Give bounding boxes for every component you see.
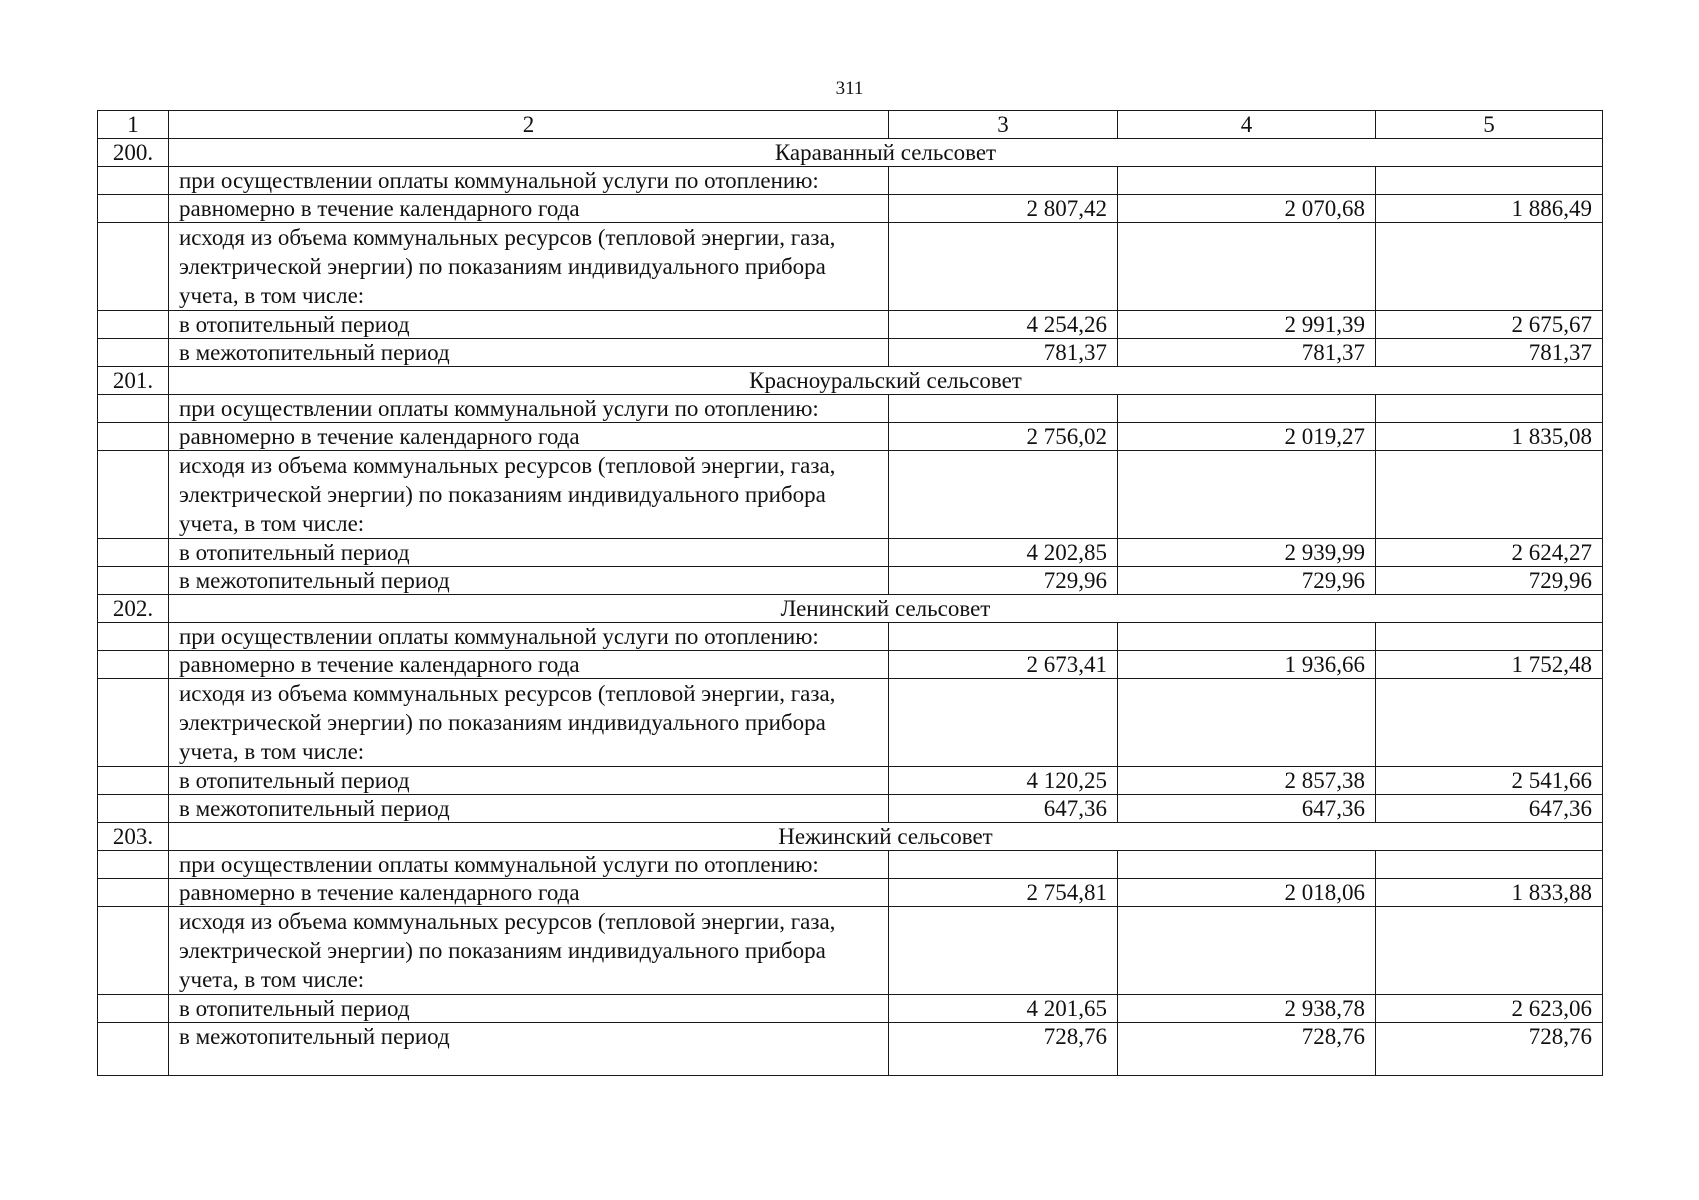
row-number-cell <box>98 395 169 423</box>
value-column-4: 2 991,39 <box>1118 311 1376 339</box>
value-column-5: 1 833,88 <box>1376 879 1603 907</box>
row-description: при осуществлении оплаты коммунальной услуги по отоплению: <box>169 395 889 423</box>
table-row <box>98 879 1603 907</box>
row-number-cell <box>98 195 169 223</box>
value-column-5: 2 675,67 <box>1376 311 1603 339</box>
value-column-3: 2 754,81 <box>889 879 1118 907</box>
value-column-4 <box>1118 395 1376 423</box>
value-column-3 <box>889 223 1118 311</box>
row-number-cell <box>98 223 169 311</box>
row-description: равномерно в течение календарного года <box>169 423 889 451</box>
table-row <box>98 395 1603 423</box>
value-column-4: 729,96 <box>1118 567 1376 595</box>
value-column-5 <box>1376 907 1603 995</box>
value-column-5: 2 541,66 <box>1376 767 1603 795</box>
value-column-5 <box>1376 851 1603 879</box>
value-column-4: 2 070,68 <box>1118 195 1376 223</box>
row-number-cell <box>98 623 169 651</box>
value-column-4: 781,37 <box>1118 339 1376 367</box>
section-name: Ленинский сельсовет <box>169 595 1603 623</box>
section-number: 202. <box>98 595 169 623</box>
value-column-5 <box>1376 167 1603 195</box>
row-number-cell <box>98 451 169 539</box>
row-number-cell <box>98 879 169 907</box>
row-number-cell <box>98 995 169 1023</box>
table-row <box>98 623 1603 651</box>
row-description: в межотопительный период <box>169 795 889 823</box>
table-row <box>98 851 1603 879</box>
value-column-4 <box>1118 451 1376 539</box>
section-header-row <box>98 367 1603 395</box>
value-column-5: 1 752,48 <box>1376 651 1603 679</box>
value-column-3: 4 202,85 <box>889 539 1118 567</box>
row-description: исходя из объема коммунальных ресурсов (тепловой энергии, газа, электрической энергии) по показаниям индивидуального прибора учета, в том числе: <box>169 451 889 539</box>
row-description: в отопительный период <box>169 995 889 1023</box>
table-row <box>98 539 1603 567</box>
column-number-4: 4 <box>1118 111 1376 139</box>
column-number-3: 3 <box>889 111 1118 139</box>
value-column-4 <box>1118 679 1376 767</box>
row-number-cell <box>98 539 169 567</box>
value-column-4: 728,76 <box>1118 1023 1376 1076</box>
section-number: 203. <box>98 823 169 851</box>
value-column-4 <box>1118 167 1376 195</box>
value-column-3 <box>889 679 1118 767</box>
value-column-5: 647,36 <box>1376 795 1603 823</box>
value-column-5: 1 886,49 <box>1376 195 1603 223</box>
value-column-5 <box>1376 679 1603 767</box>
value-column-3 <box>889 395 1118 423</box>
row-description: в отопительный период <box>169 539 889 567</box>
value-column-4: 2 939,99 <box>1118 539 1376 567</box>
value-column-4: 1 936,66 <box>1118 651 1376 679</box>
row-description: при осуществлении оплаты коммунальной услуги по отоплению: <box>169 851 889 879</box>
value-column-4: 2 019,27 <box>1118 423 1376 451</box>
section-name: Красноуральский сельсовет <box>169 367 1603 395</box>
row-number-cell <box>98 907 169 995</box>
value-column-5 <box>1376 623 1603 651</box>
table-row <box>98 679 1603 767</box>
value-column-4 <box>1118 223 1376 311</box>
value-column-3: 729,96 <box>889 567 1118 595</box>
row-description: в межотопительный период <box>169 567 889 595</box>
column-number-1: 1 <box>98 111 169 139</box>
row-description: в межотопительный период <box>169 1023 889 1076</box>
value-column-3: 2 673,41 <box>889 651 1118 679</box>
value-column-5: 728,76 <box>1376 1023 1603 1076</box>
value-column-4: 2 857,38 <box>1118 767 1376 795</box>
value-column-5: 2 623,06 <box>1376 995 1603 1023</box>
table-row <box>98 907 1603 995</box>
row-number-cell <box>98 679 169 767</box>
value-column-3: 647,36 <box>889 795 1118 823</box>
value-column-4: 2 018,06 <box>1118 879 1376 907</box>
row-number-cell <box>98 651 169 679</box>
table-row <box>98 567 1603 595</box>
row-description: равномерно в течение календарного года <box>169 195 889 223</box>
row-description: равномерно в течение календарного года <box>169 879 889 907</box>
table-row <box>98 1023 1603 1076</box>
table-row <box>98 339 1603 367</box>
section-number: 201. <box>98 367 169 395</box>
value-column-5 <box>1376 395 1603 423</box>
page-number: 311 <box>835 78 864 99</box>
column-number-2: 2 <box>169 111 889 139</box>
row-description: в межотопительный период <box>169 339 889 367</box>
value-column-3: 2 807,42 <box>889 195 1118 223</box>
row-number-cell <box>98 423 169 451</box>
table-row <box>98 195 1603 223</box>
value-column-3: 4 120,25 <box>889 767 1118 795</box>
value-column-3: 781,37 <box>889 339 1118 367</box>
value-column-5: 781,37 <box>1376 339 1603 367</box>
value-column-4: 647,36 <box>1118 795 1376 823</box>
table-body <box>98 111 1603 1076</box>
table-row <box>98 795 1603 823</box>
value-column-3 <box>889 907 1118 995</box>
column-number-row <box>98 111 1603 139</box>
value-column-5: 2 624,27 <box>1376 539 1603 567</box>
row-number-cell <box>98 311 169 339</box>
table-row <box>98 995 1603 1023</box>
row-description: в отопительный период <box>169 311 889 339</box>
row-description: равномерно в течение календарного года <box>169 651 889 679</box>
value-column-3 <box>889 623 1118 651</box>
value-column-5: 1 835,08 <box>1376 423 1603 451</box>
value-column-3 <box>889 167 1118 195</box>
row-description: исходя из объема коммунальных ресурсов (тепловой энергии, газа, электрической энергии) по показаниям индивидуального прибора учета, в том числе: <box>169 907 889 995</box>
value-column-5 <box>1376 223 1603 311</box>
value-column-4 <box>1118 851 1376 879</box>
value-column-5 <box>1376 451 1603 539</box>
table-row <box>98 423 1603 451</box>
row-description: при осуществлении оплаты коммунальной услуги по отоплению: <box>169 167 889 195</box>
row-description: при осуществлении оплаты коммунальной услуги по отоплению: <box>169 623 889 651</box>
row-number-cell <box>98 767 169 795</box>
row-description: исходя из объема коммунальных ресурсов (тепловой энергии, газа, электрической энергии) по показаниям индивидуального прибора учета, в том числе: <box>169 223 889 311</box>
section-header-row <box>98 595 1603 623</box>
table-row <box>98 651 1603 679</box>
section-name: Караванный сельсовет <box>169 139 1603 167</box>
value-column-3: 728,76 <box>889 1023 1118 1076</box>
table-row <box>98 311 1603 339</box>
value-column-3 <box>889 851 1118 879</box>
section-header-row <box>98 823 1603 851</box>
value-column-4 <box>1118 907 1376 995</box>
section-number: 200. <box>98 139 169 167</box>
row-number-cell <box>98 339 169 367</box>
value-column-3: 2 756,02 <box>889 423 1118 451</box>
table-row <box>98 451 1603 539</box>
table-row <box>98 223 1603 311</box>
row-number-cell <box>98 851 169 879</box>
section-name: Нежинский сельсовет <box>169 823 1603 851</box>
row-description: исходя из объема коммунальных ресурсов (тепловой энергии, газа, электрической энергии) по показаниям индивидуального прибора учета, в том числе: <box>169 679 889 767</box>
row-number-cell <box>98 567 169 595</box>
row-description: в отопительный период <box>169 767 889 795</box>
row-number-cell <box>98 795 169 823</box>
table-row <box>98 167 1603 195</box>
value-column-4: 2 938,78 <box>1118 995 1376 1023</box>
row-number-cell <box>98 1023 169 1076</box>
value-column-4 <box>1118 623 1376 651</box>
row-number-cell <box>98 167 169 195</box>
value-column-3: 4 254,26 <box>889 311 1118 339</box>
section-header-row <box>98 139 1603 167</box>
value-column-3 <box>889 451 1118 539</box>
column-number-5: 5 <box>1376 111 1603 139</box>
value-column-3: 4 201,65 <box>889 995 1118 1023</box>
table-row <box>98 767 1603 795</box>
value-column-5: 729,96 <box>1376 567 1603 595</box>
tariff-table <box>97 110 1603 1076</box>
